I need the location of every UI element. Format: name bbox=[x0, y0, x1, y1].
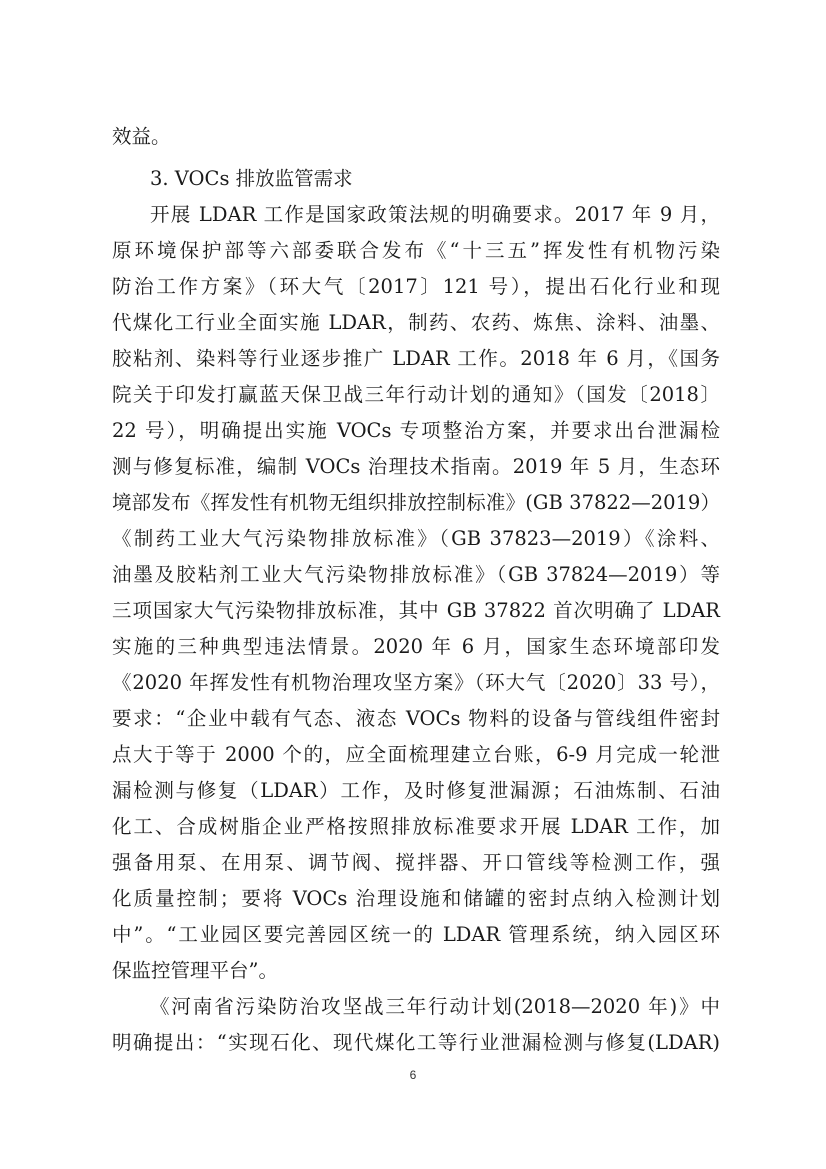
text-line: 实施的三种典型违法情景。2020 年 6 月，国家生态环境部印发 bbox=[112, 635, 720, 658]
text-line: 点大于等于 2000 个的，应全面梳理建立台账，6-9 月完成一轮泄 bbox=[112, 743, 720, 766]
text-line: 院关于印发打赢蓝天保卫战三年行动计划的通知》（国发〔2018〕 bbox=[112, 383, 720, 406]
text-line: 胶粘剂、染料等行业逐步推广 LDAR 工作。2018 年 6 月，《国务 bbox=[112, 347, 720, 370]
text-line: 强备用泵、在用泵、调节阀、搅拌器、开口管线等检测工作，强 bbox=[112, 851, 720, 874]
text-line: 化工、合成树脂企业严格按照排放标准要求开展 LDAR 工作，加 bbox=[112, 815, 720, 838]
text-line: 中”。“工业园区要完善园区统一的 LDAR 管理系统，纳入园区环 bbox=[112, 923, 720, 946]
text-line: 22 号），明确提出实施 VOCs 专项整治方案，并要求出台泄漏检 bbox=[112, 419, 720, 442]
text-line: 化质量控制；要将 VOCs 治理设施和储罐的密封点纳入检测计划 bbox=[112, 887, 720, 910]
section-heading: 3. VOCs 排放监管需求 bbox=[150, 167, 353, 190]
text-line: 要求：“企业中载有气态、液态 VOCs 物料的设备与管线组件密封 bbox=[112, 707, 720, 730]
text-line: 开展 LDAR 工作是国家政策法规的明确要求。2017 年 9 月， bbox=[150, 203, 720, 226]
text-line: 代煤化工行业全面实施 LDAR，制药、农药、炼焦、涂料、油墨、 bbox=[112, 311, 720, 334]
text-line: 保监控管理平台”。 bbox=[112, 959, 278, 982]
text-line: 三项国家大气污染物排放标准，其中 GB 37822 首次明确了 LDAR bbox=[112, 599, 720, 622]
text-line: 《河南省污染防治攻坚战三年行动计划(2018—2020 年)》中 bbox=[150, 995, 720, 1018]
page-number: 6 bbox=[409, 1068, 417, 1082]
text-line: 境部发布《挥发性有机物无组织排放控制标准》(GB 37822—2019） bbox=[112, 491, 720, 514]
text-line: 原环境保护部等六部委联合发布《“十三五”挥发性有机物污染 bbox=[112, 239, 720, 262]
text-line: 防治工作方案》（环大气〔2017〕121 号），提出石化行业和现 bbox=[112, 275, 720, 298]
text-line: 效益。 bbox=[112, 125, 171, 148]
text-line: 油墨及胶粘剂工业大气污染物排放标准》（GB 37824—2019）等 bbox=[112, 563, 720, 586]
text-line: 明确提出：“实现石化、现代煤化工等行业泄漏检测与修复(LDAR) bbox=[112, 1031, 720, 1054]
text-line: 《制药工业大气污染物排放标准》（GB 37823—2019）《涂料、 bbox=[112, 527, 720, 550]
text-line: 漏检测与修复（LDAR）工作，及时修复泄漏源；石油炼制、石油 bbox=[112, 779, 720, 802]
text-line: 《2020 年挥发性有机物治理攻坚方案》（环大气〔2020〕33 号）， bbox=[112, 671, 720, 694]
text-line: 测与修复标准，编制 VOCs 治理技术指南。2019 年 5 月，生态环 bbox=[112, 455, 720, 478]
